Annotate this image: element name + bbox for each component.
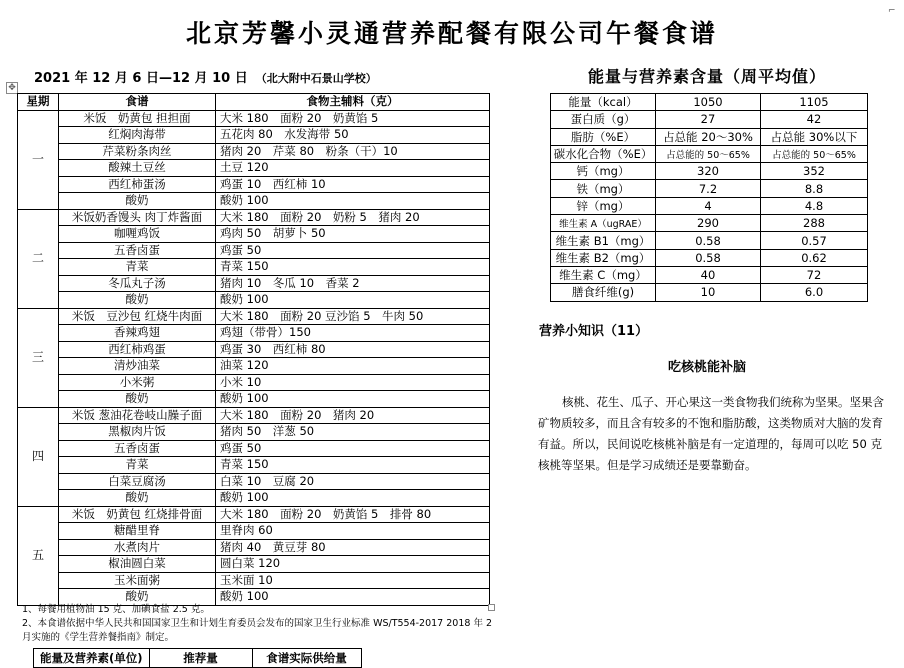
menu-table bbox=[17, 93, 490, 606]
article-title: 吃核桃能补脑 bbox=[668, 360, 747, 375]
nutrient-name-cell: 锌（mg） bbox=[551, 197, 656, 214]
dish-cell: 咖喱鸡饭 bbox=[59, 226, 216, 243]
dish-cell: 红焖肉海带 bbox=[59, 127, 216, 144]
nutrient-value-cell: 290 bbox=[656, 215, 761, 232]
article-body: 核桃、花生、瓜子、开心果这一类食物我们统称为坚果。坚果含矿物质较多，而且含有较多的不饱和脂肪酸，这类物质对大脑的发育有益。所以，民间说吃核桃补脑是有一定道理的，每周可以吃 50 克核桃等坚果。但是学习成绩还是要靠勤奋。 bbox=[538, 395, 884, 472]
table-move-handle-icon[interactable]: ✥ bbox=[6, 82, 18, 94]
nutrient-value-cell: 0.58 bbox=[656, 249, 761, 266]
nutrient-value-cell: 0.58 bbox=[656, 232, 761, 249]
date-range-line bbox=[34, 67, 377, 86]
weekday-cell: 二 bbox=[18, 209, 59, 308]
nutrient-name-cell: 能量（kcal） bbox=[551, 94, 656, 111]
ingredient-cell: 青菜 150 bbox=[216, 259, 490, 276]
ingredient-cell: 酸奶 100 bbox=[216, 292, 490, 309]
weekday-cell: 四 bbox=[18, 407, 59, 506]
dish-cell: 酸奶 bbox=[59, 193, 216, 210]
nutrient-value-cell: 7.2 bbox=[656, 180, 761, 197]
ingredient-cell: 五花肉 80 水发海带 50 bbox=[216, 127, 490, 144]
dish-cell: 酸奶 bbox=[59, 292, 216, 309]
nutrient-value-cell: 占总能 30%以下 bbox=[761, 128, 868, 145]
bottom-header-recommended: 推荐量 bbox=[149, 649, 252, 668]
menu-header-row bbox=[18, 94, 490, 111]
header-recipe: 食谱 bbox=[59, 94, 216, 111]
menu-row bbox=[18, 506, 490, 523]
dish-cell: 青菜 bbox=[59, 457, 216, 474]
nutrition-row bbox=[551, 128, 868, 145]
nutrition-row bbox=[551, 249, 868, 266]
ingredient-cell: 里脊肉 60 bbox=[216, 523, 490, 540]
dish-cell: 香辣鸡翅 bbox=[59, 325, 216, 342]
nutrient-name-cell: 脂肪（%E） bbox=[551, 128, 656, 145]
menu-row bbox=[18, 391, 490, 408]
ingredient-cell: 鸡蛋 50 bbox=[216, 242, 490, 259]
menu-body bbox=[18, 110, 490, 605]
ingredient-cell: 大米 180 面粉 20 奶粉 5 猪肉 20 bbox=[216, 209, 490, 226]
header-ingredients: 食物主辅料（克） bbox=[216, 94, 490, 111]
nutrient-value-cell: 6.0 bbox=[761, 284, 868, 301]
ingredient-cell: 酸奶 100 bbox=[216, 391, 490, 408]
bottom-nutrient-table bbox=[33, 648, 362, 668]
ingredient-cell: 白菜 10 豆腐 20 bbox=[216, 473, 490, 490]
nutrient-value-cell: 4 bbox=[656, 197, 761, 214]
nutrition-row bbox=[551, 284, 868, 301]
menu-row bbox=[18, 127, 490, 144]
ingredient-cell: 猪肉 50 洋葱 50 bbox=[216, 424, 490, 441]
menu-row bbox=[18, 341, 490, 358]
menu-row bbox=[18, 275, 490, 292]
ingredient-cell: 酸奶 100 bbox=[216, 589, 490, 606]
ingredient-cell: 鸡蛋 10 西红柿 10 bbox=[216, 176, 490, 193]
menu-row bbox=[18, 325, 490, 342]
menu-row bbox=[18, 539, 490, 556]
page-corner-mark: ⌐ bbox=[888, 6, 896, 16]
nutrient-value-cell: 10 bbox=[656, 284, 761, 301]
dish-cell: 水煮肉片 bbox=[59, 539, 216, 556]
nutrient-value-cell: 352 bbox=[761, 163, 868, 180]
nutrition-row bbox=[551, 215, 868, 232]
ingredient-cell: 鸡蛋 30 西红柿 80 bbox=[216, 341, 490, 358]
menu-row bbox=[18, 226, 490, 243]
nutrient-value-cell: 40 bbox=[656, 266, 761, 283]
footnote-2: 2、本食谱依据中华人民共和国国家卫生和计划生育委员会发布的国家卫生行业标准 WS/T554-2017 2018 年 2 月实施的《学生营养餐指南》制定。 bbox=[22, 618, 493, 643]
ingredient-cell: 酸奶 100 bbox=[216, 193, 490, 210]
nutrient-value-cell: 72 bbox=[761, 266, 868, 283]
nutrient-name-cell: 碳水化合物（%E） bbox=[551, 145, 656, 162]
dish-cell: 米饭奶香馒头 肉丁炸酱面 bbox=[59, 209, 216, 226]
dish-cell: 酸奶 bbox=[59, 391, 216, 408]
nutrition-row bbox=[551, 111, 868, 128]
ingredient-cell: 酸奶 100 bbox=[216, 490, 490, 507]
nutrient-name-cell: 膳食纤维(g) bbox=[551, 284, 656, 301]
nutrient-value-cell: 320 bbox=[656, 163, 761, 180]
nutrition-title: 能量与营养素含量（周平均值） bbox=[588, 67, 827, 86]
dish-cell: 芹菜粉条肉丝 bbox=[59, 143, 216, 160]
dish-cell: 糖醋里脊 bbox=[59, 523, 216, 540]
dish-cell: 五香卤蛋 bbox=[59, 242, 216, 259]
menu-row bbox=[18, 440, 490, 457]
nutrient-value-cell: 0.62 bbox=[761, 249, 868, 266]
date-range: 2021 年 12 月 6 日—12 月 10 日 bbox=[34, 71, 248, 86]
menu-row bbox=[18, 143, 490, 160]
menu-row bbox=[18, 556, 490, 573]
nutrition-row bbox=[551, 94, 868, 111]
menu-row bbox=[18, 457, 490, 474]
menu-row bbox=[18, 407, 490, 424]
nutrient-name-cell: 维生素 B2（mg） bbox=[551, 249, 656, 266]
menu-row bbox=[18, 110, 490, 127]
menu-row bbox=[18, 292, 490, 309]
nutrition-row bbox=[551, 180, 868, 197]
ingredient-cell: 猪肉 40 黄豆芽 80 bbox=[216, 539, 490, 556]
dish-cell: 小米粥 bbox=[59, 374, 216, 391]
menu-row bbox=[18, 259, 490, 276]
nutrient-name-cell: 铁（mg） bbox=[551, 180, 656, 197]
nutrition-body bbox=[551, 94, 868, 302]
ingredient-cell: 大米 180 面粉 20 猪肉 20 bbox=[216, 407, 490, 424]
menu-row bbox=[18, 374, 490, 391]
dish-cell: 白菜豆腐汤 bbox=[59, 473, 216, 490]
ingredient-cell: 鸡蛋 50 bbox=[216, 440, 490, 457]
nutrient-value-cell: 1105 bbox=[761, 94, 868, 111]
dish-cell: 冬瓜丸子汤 bbox=[59, 275, 216, 292]
menu-row bbox=[18, 490, 490, 507]
dish-cell: 西红柿蛋汤 bbox=[59, 176, 216, 193]
dish-cell: 清炒油菜 bbox=[59, 358, 216, 375]
menu-row bbox=[18, 308, 490, 325]
page-title: 北京芳馨小灵通营养配餐有限公司午餐食谱 bbox=[185, 19, 718, 48]
menu-row bbox=[18, 473, 490, 490]
table-resize-handle[interactable] bbox=[488, 604, 495, 611]
nutrition-row bbox=[551, 197, 868, 214]
menu-row bbox=[18, 176, 490, 193]
dish-cell: 米饭 豆沙包 红烧牛肉面 bbox=[59, 308, 216, 325]
nutrient-name-cell: 维生素 B1（mg） bbox=[551, 232, 656, 249]
ingredient-cell: 猪肉 20 芹菜 80 粉条（干）10 bbox=[216, 143, 490, 160]
nutrition-row bbox=[551, 232, 868, 249]
ingredient-cell: 大米 180 面粉 20 奶黄馅 5 排骨 80 bbox=[216, 506, 490, 523]
nutrition-row bbox=[551, 163, 868, 180]
menu-row bbox=[18, 572, 490, 589]
dish-cell: 米饭 葱油花卷岐山臊子面 bbox=[59, 407, 216, 424]
ingredient-cell: 鸡肉 50 胡萝卜 50 bbox=[216, 226, 490, 243]
ingredient-cell: 玉米面 10 bbox=[216, 572, 490, 589]
menu-row bbox=[18, 160, 490, 177]
ingredient-cell: 大米 180 面粉 20 奶黄馅 5 bbox=[216, 110, 490, 127]
ingredient-cell: 土豆 120 bbox=[216, 160, 490, 177]
nutrient-value-cell: 占总能 20～30% bbox=[656, 128, 761, 145]
menu-row bbox=[18, 209, 490, 226]
nutrient-value-cell: 1050 bbox=[656, 94, 761, 111]
footnotes bbox=[22, 603, 502, 645]
dish-cell: 米饭 奶黄包 红烧排骨面 bbox=[59, 506, 216, 523]
nutrient-value-cell: 42 bbox=[761, 111, 868, 128]
dish-cell: 酸辣土豆丝 bbox=[59, 160, 216, 177]
menu-row bbox=[18, 358, 490, 375]
nutrition-row bbox=[551, 145, 868, 162]
nutrient-name-cell: 维生素 A（ugRAE） bbox=[551, 215, 656, 232]
dish-cell: 五香卤蛋 bbox=[59, 440, 216, 457]
ingredient-cell: 圆白菜 120 bbox=[216, 556, 490, 573]
nutrient-value-cell: 27 bbox=[656, 111, 761, 128]
nutrient-value-cell: 占总能的 50～65% bbox=[761, 145, 868, 162]
nutrient-name-cell: 蛋白质（g） bbox=[551, 111, 656, 128]
header-weekday: 星期 bbox=[18, 94, 59, 111]
school-name: （北大附中石景山学校） bbox=[255, 72, 377, 85]
weekday-cell: 一 bbox=[18, 110, 59, 209]
menu-row bbox=[18, 193, 490, 210]
nutrition-table bbox=[550, 93, 868, 302]
nutrient-value-cell: 0.57 bbox=[761, 232, 868, 249]
ingredient-cell: 鸡翅（带骨）150 bbox=[216, 325, 490, 342]
dish-cell: 椒油圆白菜 bbox=[59, 556, 216, 573]
ingredient-cell: 猪肉 10 冬瓜 10 香菜 2 bbox=[216, 275, 490, 292]
nutrient-name-cell: 维生素 C（mg） bbox=[551, 266, 656, 283]
ingredient-cell: 青菜 150 bbox=[216, 457, 490, 474]
ingredient-cell: 小米 10 bbox=[216, 374, 490, 391]
nutrient-name-cell: 钙（mg） bbox=[551, 163, 656, 180]
nutrient-value-cell: 占总能的 50～65% bbox=[656, 145, 761, 162]
dish-cell: 黑椒肉片饭 bbox=[59, 424, 216, 441]
bottom-header-actual: 食谱实际供给量 bbox=[252, 649, 361, 668]
nutrition-row bbox=[551, 266, 868, 283]
dish-cell: 酸奶 bbox=[59, 490, 216, 507]
ingredient-cell: 油菜 120 bbox=[216, 358, 490, 375]
weekday-cell: 三 bbox=[18, 308, 59, 407]
dish-cell: 玉米面粥 bbox=[59, 572, 216, 589]
weekday-cell: 五 bbox=[18, 506, 59, 605]
nutrient-value-cell: 288 bbox=[761, 215, 868, 232]
bottom-header-row bbox=[34, 649, 362, 668]
dish-cell: 西红柿鸡蛋 bbox=[59, 341, 216, 358]
dish-cell: 酸奶 bbox=[59, 589, 216, 606]
ingredient-cell: 大米 180 面粉 20 豆沙馅 5 牛肉 50 bbox=[216, 308, 490, 325]
menu-row bbox=[18, 242, 490, 259]
nutrient-value-cell: 8.8 bbox=[761, 180, 868, 197]
nutrient-value-cell: 4.8 bbox=[761, 197, 868, 214]
bottom-header-nutrient: 能量及营养素(单位) bbox=[34, 649, 150, 668]
knowledge-heading: 营养小知识（11） bbox=[539, 324, 649, 339]
footnote-1: 1、每餐用植物油 15 克、加碘食盐 2.5 克。 bbox=[22, 604, 210, 615]
dish-cell: 青菜 bbox=[59, 259, 216, 276]
dish-cell: 米饭 奶黄包 担担面 bbox=[59, 110, 216, 127]
menu-row bbox=[18, 523, 490, 540]
menu-row bbox=[18, 424, 490, 441]
